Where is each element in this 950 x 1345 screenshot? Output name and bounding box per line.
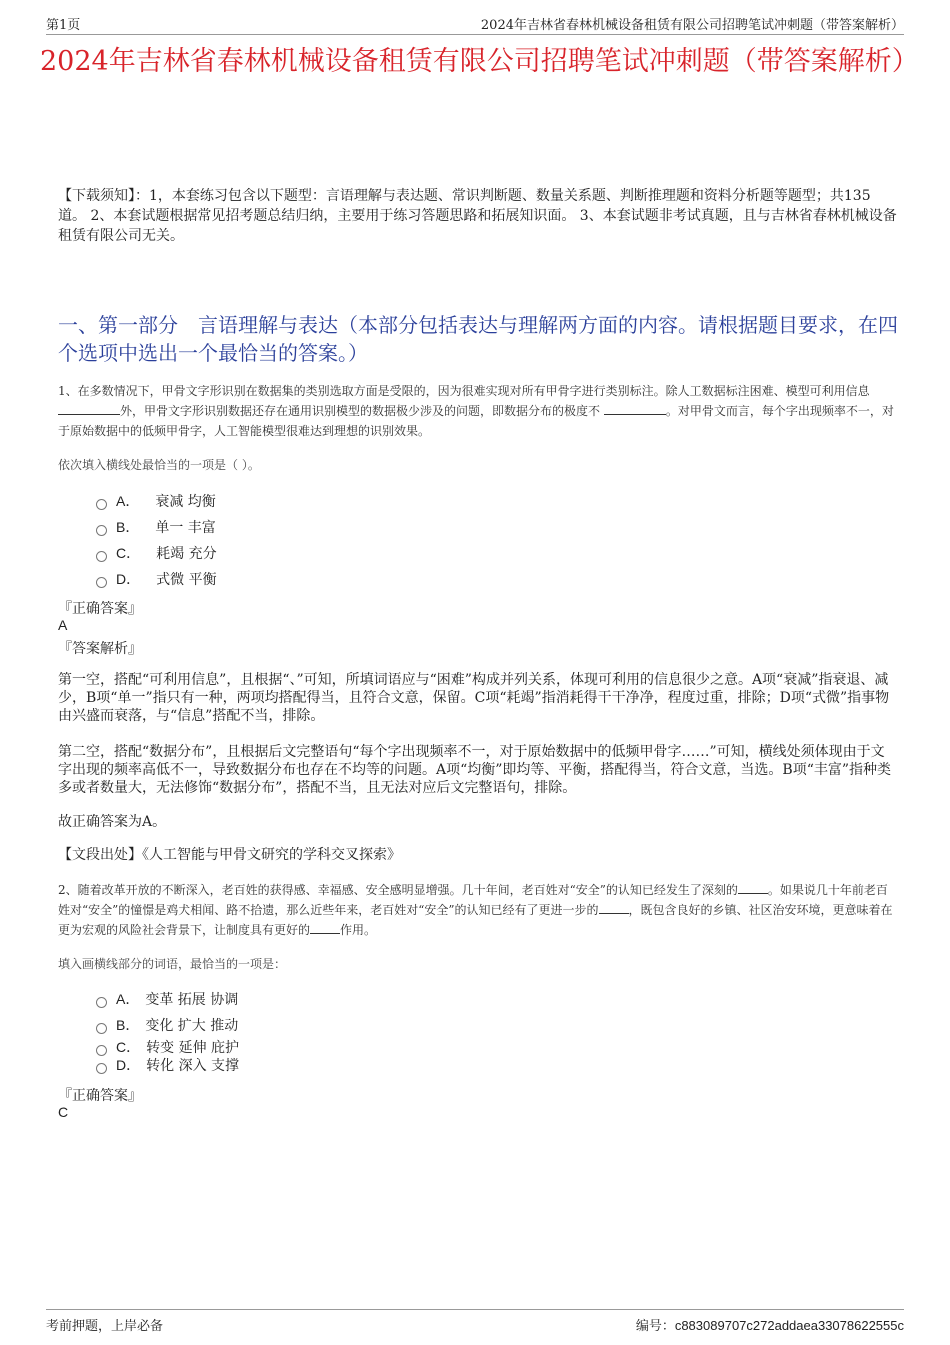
blank-line	[58, 402, 120, 415]
option-letter: C．	[116, 545, 141, 561]
option-text: 单一 丰富	[155, 520, 216, 536]
document-title: 2024年吉林省春林机械设备租赁有限公司招聘笔试冲刺题（带答案解析）	[40, 46, 919, 77]
analysis-conclusion: 故正确答案为A。	[58, 814, 167, 830]
option-d[interactable]	[96, 1056, 239, 1074]
option-letter: B．	[116, 1017, 140, 1033]
question-2-text-part: 2、随着改革开放的不断深入，老百姓的获得感、幸福感、安全感明显增强。几十年间，老百姓对“安全”的认知已经发生了深刻的	[58, 883, 738, 897]
question-1-text-part: 1、在多数情况下，甲骨文字形识别在数据集的类别选取方面是受限的，因为很难实现对所有甲骨字进行类别标注。除人工数据标注困难、模型可利用信息	[58, 384, 870, 398]
blank-line	[599, 901, 629, 914]
question-2-text-part: 作用。	[340, 923, 377, 937]
question-2-text-part: 。如果说几十年前老百姓对“安全”的憧憬是鸡犬相闻、路不拾遗，那么近些年来，老百姓对“安全”的认知已经有了更进一步的	[58, 883, 888, 917]
radio-button[interactable]	[96, 1045, 107, 1056]
page-number: 第1页	[46, 18, 81, 33]
header-doc-title: 2024年吉林省春林机械设备租赁有限公司招聘笔试冲刺题（带答案解析）	[480, 18, 904, 33]
option-text: 衰减 均衡	[155, 494, 216, 510]
download-notice: 【下载须知】：1，本套练习包含以下题型：言语理解与表达题、常识判断题、数量关系题、判断推理题和资料分析题等题型；共135道。 2、本套试题根据常见招考题总结归纳，主要用于练习答题思路和拓展知识面。 3、本套试题非考试真题，且与吉林省春林机械设备租赁有限公司无关。	[58, 188, 897, 244]
analysis-paragraph-2: 第二空，搭配“数据分布”，且根据后文完整语句“每个字出现频率不一，对于原始数据中的低频甲骨字……”可知，横线处须体现由于文字出现的频率高低不一，导致数据分布也存在不均等的问题。A项“均衡”即均等、平衡，搭配得当，符合文意，当选。B项“丰富”指种类多或者数量大，无法修饰“数据分布”，搭配不当，且无法对应后文完整语句，排除。	[58, 744, 892, 796]
question-1-prompt: 依次填入横线处最恰当的一项是（ ）。	[58, 458, 260, 472]
option-a[interactable]	[96, 986, 239, 1012]
option-a[interactable]	[96, 488, 217, 514]
option-letter: A．	[116, 991, 140, 1007]
analysis-paragraph-1: 第一空，搭配“可利用信息”，且根据“、”可知，所填词语应与“困难”构成并列关系，体现可利用的信息很少之意。A项“衰减”指衰退、减少，B项“单一”指只有一种，两项均搭配得当，且符合文意，保留。C项“耗竭”指消耗得干干净净，程度过重，排除；D项“式微”指事物由兴盛而衰落，与“信息”搭配不当，排除。	[58, 672, 890, 724]
answer-value: A	[58, 617, 68, 633]
page-footer	[46, 1309, 904, 1334]
blank-line	[604, 402, 666, 415]
option-text: 耗竭 充分	[156, 546, 217, 562]
question-1-text-part: 外，甲骨文字形识别数据还存在通用识别模型的数据极少涉及的问题，即数据分布的极度不	[120, 404, 604, 418]
blank-line	[738, 881, 768, 894]
option-text: 转化 深入 支撑	[146, 1058, 240, 1074]
option-letter: B．	[116, 519, 140, 535]
radio-button[interactable]	[96, 525, 107, 536]
question-1-options	[96, 488, 217, 592]
answer-label: 『正确答案』	[58, 1088, 142, 1104]
question-2-text-part: ，既包含良好的乡镇、社区治安环境，更意味着在更为宏观的风险社会背景下，让制度具有更好的	[58, 903, 893, 937]
option-letter: A．	[116, 493, 140, 509]
option-text: 转变 延伸 庇护	[146, 1040, 240, 1056]
radio-button[interactable]	[96, 551, 107, 562]
section-title: 一、第一部分 言语理解与表达（本部分包括表达与理解两方面的内容。请根据题目要求，在四个选项中选出一个最恰当的答案。）	[58, 313, 898, 365]
option-text: 变化 扩大 推动	[145, 1018, 239, 1034]
option-b[interactable]	[96, 1012, 239, 1038]
analysis-label: 『答案解析』	[58, 641, 142, 657]
radio-button[interactable]	[96, 1063, 107, 1074]
option-b[interactable]	[96, 514, 217, 540]
option-text: 式微 平衡	[156, 572, 217, 588]
source-citation: 【文段出处】《人工智能与甲骨文研究的学科交叉探索》	[58, 847, 401, 863]
option-d[interactable]	[96, 566, 217, 592]
option-letter: D．	[116, 1057, 141, 1073]
radio-button[interactable]	[96, 499, 107, 510]
question-2-prompt: 填入画横线部分的词语，最恰当的一项是：	[58, 957, 287, 971]
answer-value: C	[58, 1104, 69, 1120]
document-id: 编号：c883089707c272addaea33078622555c	[635, 1318, 904, 1333]
page-header	[46, 14, 904, 35]
question-1-text-part: 。对甲骨文而言，每个字出现频率不一，对于原始数据中的低频甲骨字，人工智能模型很难达到理想的识别效果。	[58, 404, 894, 438]
answer-label: 『正确答案』	[58, 601, 142, 617]
blank-line	[310, 921, 340, 934]
footer-slogan: 考前押题，上岸必备	[46, 1319, 164, 1334]
question-1-text	[58, 381, 898, 441]
option-c[interactable]	[96, 1038, 239, 1056]
question-2-options	[96, 986, 239, 1074]
option-text: 变革 拓展 协调	[145, 992, 239, 1008]
option-letter: C．	[116, 1039, 141, 1055]
radio-button[interactable]	[96, 577, 107, 588]
radio-button[interactable]	[96, 997, 107, 1008]
option-letter: D．	[116, 571, 141, 587]
radio-button[interactable]	[96, 1023, 107, 1034]
option-c[interactable]	[96, 540, 217, 566]
question-2-text	[58, 880, 898, 940]
